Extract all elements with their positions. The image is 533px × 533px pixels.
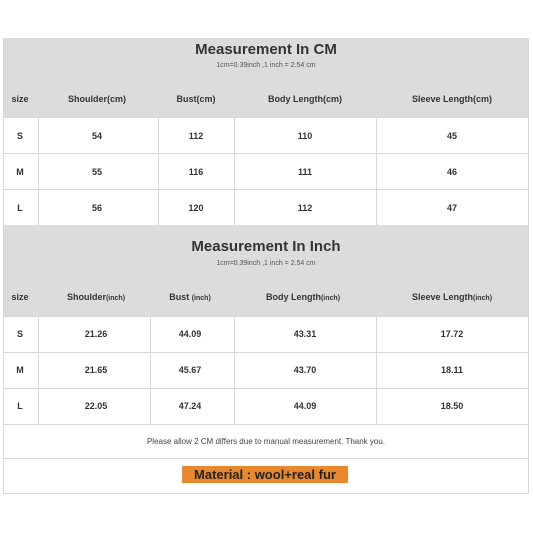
grid-line	[234, 316, 235, 424]
cm-table-title: Measurement In CM	[195, 41, 337, 58]
sleeve-length-cell: 18.11	[440, 365, 464, 375]
shoulder-cell: 22.05	[84, 401, 108, 411]
grid-line	[4, 352, 528, 353]
shoulder-cell: 21.26	[84, 329, 108, 339]
grid-line	[376, 117, 377, 225]
body-length-cell: 112	[297, 203, 313, 213]
inch-header-sleeve-length: Sleeve Length(inch)	[411, 292, 493, 302]
sleeve-length-cell: 17.72	[440, 329, 464, 339]
cm-header-size: size	[11, 94, 29, 104]
shoulder-cell: 21.65	[84, 365, 108, 375]
cm-header-bust: Bust(cm)	[176, 94, 216, 104]
inch-table-title: Measurement In Inch	[191, 238, 341, 255]
inch-conversion-note: 1cm=0.39inch ,1 inch = 2.54 cm	[216, 260, 316, 267]
grid-line	[38, 316, 39, 424]
body-length-cell: 43.31	[293, 329, 317, 339]
size-cell: M	[16, 167, 24, 177]
size-chart	[3, 38, 529, 494]
grid-line	[4, 189, 528, 190]
grid-line	[234, 117, 235, 225]
inch-header-shoulder: Shoulder(inch)	[66, 292, 126, 302]
material-label: Material : wool+real fur	[182, 466, 348, 483]
measurement-disclaimer: Please allow 2 CM differs due to manual measurement. Thank you.	[146, 437, 386, 446]
sleeve-length-cell: 46	[446, 167, 458, 177]
bust-cell: 120	[188, 203, 204, 213]
body-length-cell: 44.09	[293, 401, 317, 411]
grid-line	[376, 316, 377, 424]
size-cell: M	[16, 365, 24, 375]
grid-line	[4, 388, 528, 389]
inch-header-bust: Bust (inch)	[169, 292, 211, 302]
size-cell: S	[16, 131, 24, 141]
bust-cell: 44.09	[178, 329, 202, 339]
bust-cell: 112	[188, 131, 204, 141]
grid-line	[4, 153, 528, 154]
shoulder-cell: 55	[91, 167, 103, 177]
body-length-cell: 111	[297, 167, 313, 177]
grid-line	[150, 316, 151, 424]
shoulder-cell: 54	[91, 131, 103, 141]
cm-header-body-length: Body Length(cm)	[268, 94, 342, 104]
sleeve-length-cell: 18.50	[440, 401, 464, 411]
inch-header-body-length: Body Length(inch)	[265, 292, 341, 302]
grid-line	[38, 117, 39, 225]
body-length-cell: 43.70	[293, 365, 317, 375]
size-cell: L	[17, 203, 23, 213]
size-cell: L	[17, 401, 23, 411]
sleeve-length-cell: 45	[446, 131, 458, 141]
inch-header-size: size	[11, 292, 29, 302]
shoulder-cell: 56	[91, 203, 103, 213]
grid-line	[4, 117, 528, 118]
sleeve-length-cell: 47	[446, 203, 458, 213]
grid-line	[4, 316, 528, 317]
cm-header-shoulder: Shoulder(cm)	[67, 94, 127, 104]
cm-header-sleeve-length: Sleeve Length(cm)	[411, 94, 493, 104]
grid-line	[158, 117, 159, 225]
bust-cell: 47.24	[178, 401, 202, 411]
size-cell: S	[16, 329, 24, 339]
grid-line	[4, 424, 528, 425]
grid-line	[4, 458, 528, 459]
bust-cell: 116	[188, 167, 204, 177]
body-length-cell: 110	[297, 131, 313, 141]
bust-cell: 45.67	[178, 365, 202, 375]
cm-conversion-note: 1cm=0.39inch ,1 inch = 2.54 cm	[216, 62, 316, 69]
